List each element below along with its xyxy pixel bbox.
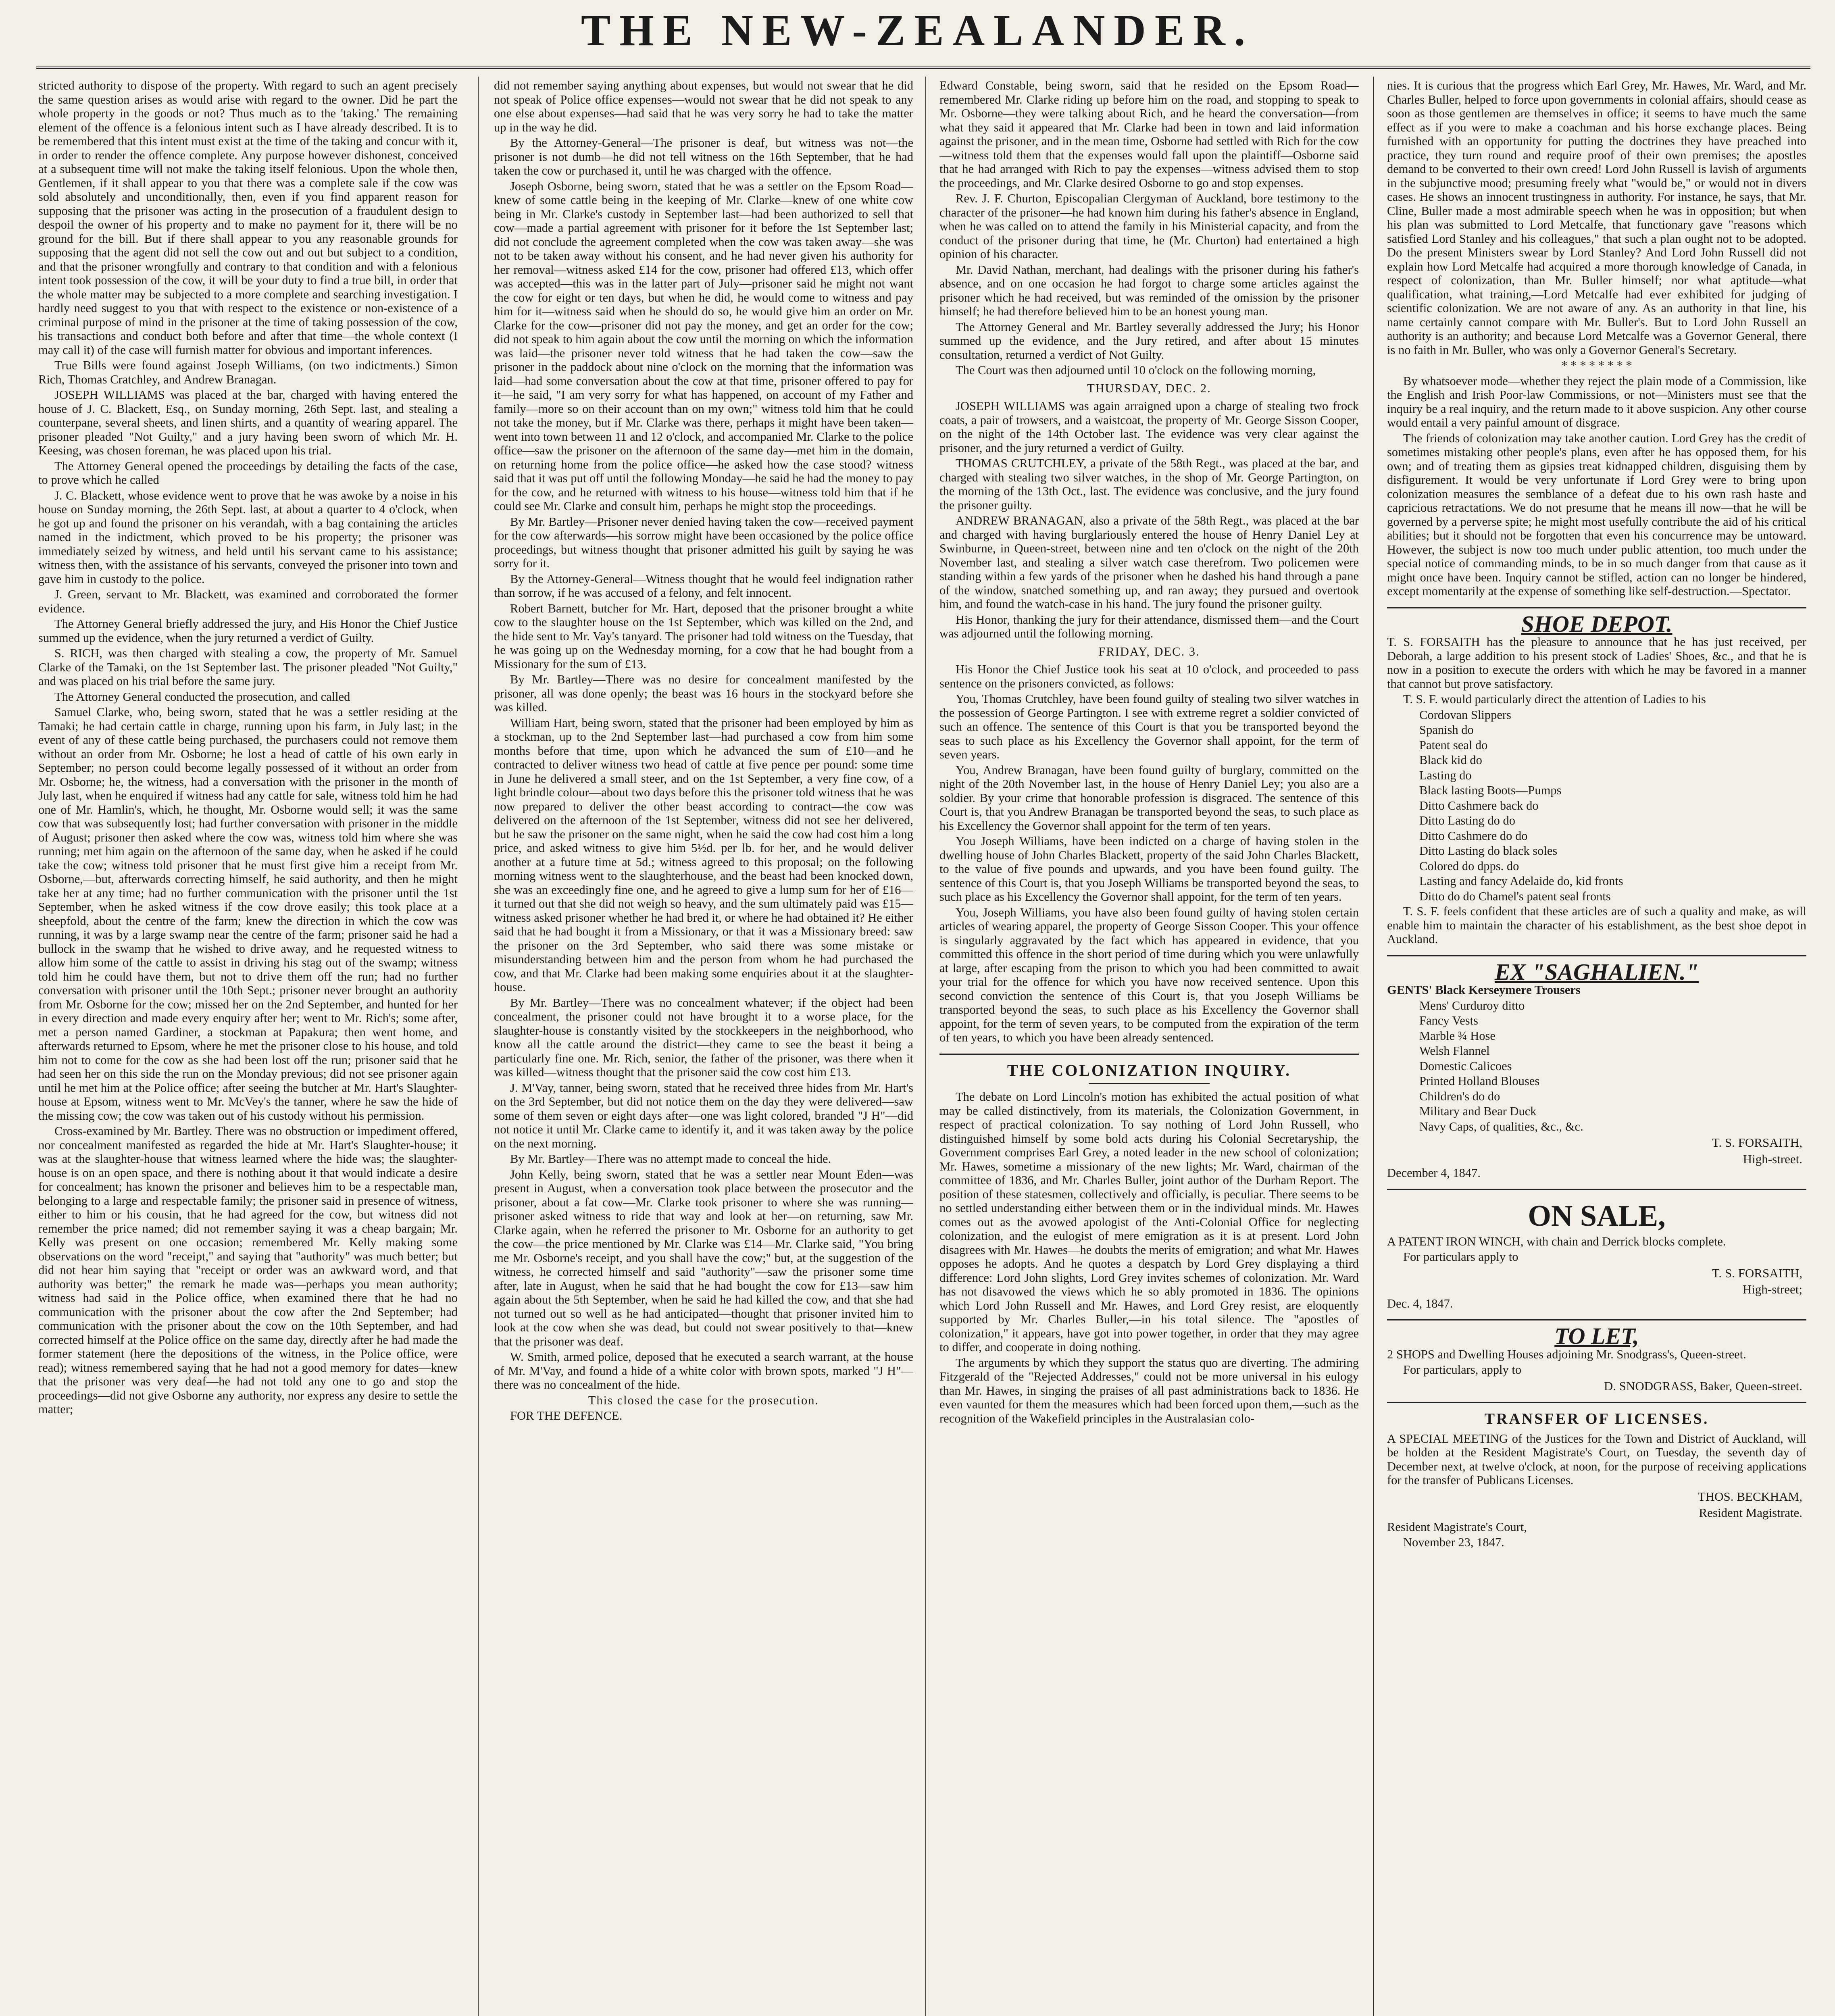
list-item: Ditto Cashmere do do [1419, 829, 1528, 843]
ad-heading-on-sale: ON SALE, [1528, 1199, 1666, 1233]
paragraph: By Mr. Bartley—There was no attempt made to conceal the hide. [510, 1152, 831, 1166]
paragraph: J. M'Vay, tanner, being sworn, stated that he received three hides from Mr. Hart's on the 3rd September, but did not notice them on the day they were delivered—saw some of them seven or eight days after—one was light colored, branded "J H"—did not notice it until Mr. Clarke came to identify it, and it was taken away by the police on the next morning. [494, 1081, 913, 1150]
ad-date: December 4, 1847. [1387, 1166, 1481, 1180]
section-subheading: This closed the case for the prosecution. [588, 1393, 819, 1407]
paragraph: John Kelly, being sworn, stated that he was a settler near Mount Eden—was present in August, when a conversation took place between the prosecutor and the prisoner, about a fat cow—Mr. Clarke took prisoner to where she was running—prisoner asked witness to ride that way and look at her—on returning, saw Mr. Clarke again, when he referred the prisoner to Mr. Osborne for an authority to get the cow—the price mentioned by Mr. Clarke was £14—Mr. Clarke said, "You bring me Mr. Osborne's receipt, and you shall have the cow;" but, at the suggestion of the witness, he corrected himself and said "authority"—saw the prisoner some time after, late in August, when he said that he had bought the cow for £13—saw him again about the 5th September, when he said he had killed the cow, and that she had not turned out so well as he had anticipated—thought that prisoner invited him to look at the cow when she was dead, but could not swear positively to that—knew that the prisoner was deaf. [494, 1167, 913, 1348]
paragraph: By whatsoever mode—whether they reject the plain mode of a Commission, like the English and Irish Poor-law Commissions, or not—Ministers must see that the inquiry be a real inquiry, and the return made to it above suspicion. Any other course would entail a very painful amount of disgrace. [1387, 374, 1806, 429]
ad-text: 2 SHOPS and Dwelling Houses adjoining Mr. Snodgrass's, Queen-street. [1387, 1347, 1746, 1361]
column-2 [494, 79, 913, 2016]
list-item: Ditto do do Chamel's patent seal fronts [1419, 889, 1611, 903]
list-item: Lasting and fancy Adelaide do, kid fronts [1419, 874, 1623, 888]
ad-text: T. S. FORSAITH has the pleasure to announce that he has just received, per Deborah, a large addition to his present stock of Ladies' Shoes, &c., and that he is now in a position to execute the orders with which he may be favored in a manner that cannot but prove satisfactory. [1387, 635, 1806, 691]
ad-heading-to-let: TO LET, [1554, 1323, 1639, 1349]
paragraph: Joseph Osborne, being sworn, stated that he was a settler on the Epsom Road—knew of some cattle being in the keeping of Mr. Clarke—knew of one white cow being in Mr. Clarke's custody in September last—had been authorized to sell that cow—made a partial agreement with prisoner for it before the 1st September last; did not conclude the agreement completed when the cow was taken away—she was not to be taken away without his consent, and he had never given his authority for her removal—witness asked £14 for the cow, prisoner had offered £13, which offer was accepted—this was in the latter part of July—prisoner said he might not want the cow for eight or ten days, but when he did, he would come to witness and pay him for it—witness said when he should do so, he would give him an order on Mr. Clarke for the cow—prisoner did not pay the money, and get an order for the cow; did not speak to him again about the cow until the morning on which the information was laid—the prisoner never told witness that he had taken the cow—saw the prisoner in the paddock about nine o'clock on the morning that the information was laid—had some conversation about the cow at that time, prisoner offered to pay for it—he said, "I am very sorry for what has happened, on account of my Father and family—more so on their account than on my own;" witness told him that he could not take the money, but if Mr. Clarke was there, perhaps it might have been taken—went into town between 11 and 12 o'clock, and accompanied Mr. Clarke to the police office—saw the prisoner on the afternoon of the same day—met him in the domain, on returning home from the police office—he asked how the case stood? witness said that it was put off until the following Monday—he said he had the money to pay for the cow, and he returned with witness to his house—witness told him that if he could see Mr. Clarke and consult him, perhaps he might stop the proceedings. [494, 179, 913, 513]
list-item: Colored do dpps. do [1419, 859, 1519, 873]
signature: D. SNODGRASS, Baker, Queen-street. [1604, 1379, 1802, 1393]
ad-heading-transfer-of-licenses: TRANSFER OF LICENSES. [1484, 1410, 1709, 1427]
paragraph: Mr. David Nathan, merchant, had dealings with the prisoner during his father's absence, and on one occasion he had forgot to charge some articles against the prisoner which he had received, but was reminded of the omission by the prisoner himself; he had therefore believed him to be an honest young man. [939, 262, 1359, 318]
paragraph: You, Joseph Williams, you have also been found guilty of having stolen certain articles of wearing apparel, the property of George Sisson Cooper. This your offence is singularly aggravated by the fact which has appeared in evidence, that you committed this offence in the short period of time during which you were unlawfully at large, after escaping from the prison to which you had been committed to await your trial for the offence for which you have now received sentence. Upon this second conviction the sentence of this Court is, that you Joseph Williams be transported beyond the seas, to such place as his Excellency the Governor shall appoint, for the term of seven years, to be computed from the expiration of the term of ten years, to which you have been already sentenced. [939, 905, 1359, 1044]
paragraph: The arguments by which they support the status quo are diverting. The admiring Fitzgerald of the "Rejected Addresses," could not be more universal in his eulogy than Mr. Hawes, in singing the praises of all past administrations back to 1836. He even vaunted for them the measures which had been forced upon them,—such as the recognition of the Wakefield principles in the Australasian colo- [939, 1356, 1359, 1425]
paragraph: J. C. Blackett, whose evidence went to prove that he was awoke by a noise in his house on Sunday morning, the 26th Sept. last, at about a quarter to 4 o'clock, when he got up and found the prisoner on his verandah, with a bag containing the articles named in the indictment, which proved to be his property; the prisoner was immediately seized by witness, and held until his servant came to his assistance; witness then, with the assistance of his servants, conveyed the prisoner into town and gave him in custody to the police. [38, 488, 458, 586]
column-divider [478, 77, 479, 2016]
ad-text: A PATENT IRON WINCH, with chain and Derrick blocks complete. [1387, 1234, 1726, 1248]
paragraph: By Mr. Bartley—There was no concealment whatever; if the object had been concealment, the prisoner could not have brought it to a worse place, for the slaughter-house is constantly visited by the stockkeepers in the neighborhood, who know all the cattle around the district—they came to see the beast it being a particularly fine one. Mr. Rich, senior, the father of the prisoner, was there when it was killed—witness thought that the prisoner said the cow cost him £13. [494, 996, 913, 1079]
list-item: Military and Bear Duck [1419, 1104, 1537, 1118]
list-item: Spanish do [1419, 723, 1474, 737]
paragraph: THOMAS CRUTCHLEY, a private of the 58th Regt., was placed at the bar, and charged with stealing two silver watches, in the shop of Mr. George Partington, on the morning of the 13th Oct., last. The evidence was conclusive, and the jury found the prisoner guilty. [939, 456, 1359, 512]
section-heading: THE COLONIZATION INQUIRY. [1007, 1061, 1291, 1079]
section-rule [939, 1054, 1359, 1055]
paragraph: True Bills were found against Joseph Williams, (on two indictments.) Simon Rich, Thomas Cratchley, and Andrew Branagan. [38, 358, 458, 386]
section-rule [1387, 1319, 1806, 1320]
ad-text: For particulars apply to [1403, 1250, 1518, 1264]
paragraph: Edward Constable, being sworn, said that he resided on the Epsom Road—remembered Mr. Clarke riding up before him on the road, and stopping to speak to Mr. Osborne—they were talking about Rich, and he heard the conversation—from what they said it appeared that Mr. Clarke had been in town and laid information against the prisoner, and in the mean time, Osborne had settled with Rich for the cow—witness told them that the expenses would fall upon the plaintiff—Osborne said that he had arranged with Rich to pay the expenses—witness advised them to stop the proceedings, and Mr. Clarke desired Osborne to go and stop expenses. [939, 79, 1359, 190]
ad-text: T. S. F. feels confident that these articles are of such a quality and make, as will enable him to maintain the character of his establishment, as the best shoe depot in Auckland. [1387, 904, 1806, 946]
list-item: Marble ¾ Hose [1419, 1029, 1495, 1043]
paragraph: William Hart, being sworn, stated that the prisoner had been employed by him as a stockman, up to the 2nd September last—had purchased a cow from him some months before that time, upon which he advanced the sum of £10—and he contracted to deliver witness two head of cattle at five pence per pound: some time in June he delivered a small steer, and on the 1st September, a very fine cow, of a light brindle colour—about two days before this the prisoner told witness that he was now prepared to deliver the other beast according to contract—the cow was delivered on the afternoon of the 1st September, witness did not see her delivered, but he saw the prisoner on the same night, when he said the cow had cost him a long price, and asked witness to give him 5½d. per lb. for her, and he would deliver another at a future time at 5d.; witness agreed to this proposal; on the following morning witness went to the slaughterhouse, and the beast had been knocked down, she was an exceedingly fine one, and he agreed to give a lump sum for her of £16—it turned out that she did not weigh so heavy, and the sum ultimately paid was £15—witness asked prisoner whether he had bred it, or where he had obtained it? He either said that he had bought it from a Missionary, or that it was a Missionary breed: saw the prisoner on the 3rd September, who said there was some mistake or misunderstanding between him and the person from whom he had purchased the cow, and that Mr. Clarke had been making some enquiries about it at the slaughter-house. [494, 716, 913, 994]
newspaper-title: THE NEW-ZEALANDER. [581, 6, 1254, 55]
signature: High-street; [1742, 1282, 1802, 1296]
signature: Resident Magistrate. [1699, 1506, 1802, 1520]
ad-heading-saghalien: EX "SAGHALIEN." [1495, 958, 1699, 985]
list-item: Ditto Cashmere back do [1419, 798, 1539, 812]
paragraph: His Honor, thanking the jury for their attendance, dismissed them—and the Court was adjourned until the following morning. [939, 612, 1359, 640]
paragraph: By Mr. Bartley—There was no desire for concealment manifested by the prisoner, all was done openly; the beast was 16 hours in the stockyard before she was killed. [494, 673, 913, 714]
column-4 [1387, 79, 1806, 2016]
list-item: Domestic Calicoes [1419, 1059, 1512, 1073]
paragraph: By the Attorney-General—The prisoner is deaf, but witness was not—the prisoner is not dumb—he did not tell witness on the 16th September, that he had taken the cow or purchased it, until he was charged with the offence. [494, 136, 913, 177]
asterism: * * * * * * * * [1561, 358, 1632, 372]
ad-date: November 23, 1847. [1403, 1535, 1504, 1549]
paragraph: ANDREW BRANAGAN, also a private of the 58th Regt., was placed at the bar and charged with having burglariously entered the house of Henry Daniel Ley at Swinburne, in Queen-street, between nine and ten o'clock on the night of the 20th November last, and stealing a silver watch case therefrom. Two policemen were standing within a few yards of the prisoner when he dashed his hand through a pane of the window, snatched something up, and ran away; they pursued and overtook him, and found the watch-case in his hand. The jury found the prisoner guilty. [939, 514, 1359, 611]
list-item: Children's do do [1419, 1089, 1500, 1103]
section-rule [1387, 607, 1806, 608]
paragraph: Robert Barnett, butcher for Mr. Hart, deposed that the prisoner brought a white cow to the slaughter house on the 1st September, which was killed on the 2nd, and the hide sent to Mr. Vay's tanyard. The prisoner had told witness on the Tuesday, that he was going up on the Wednesday morning, for a cow that he had bought from a Missionary for the sum of £13. [494, 601, 913, 671]
section-rule [1387, 1402, 1806, 1403]
paragraph: You Joseph Williams, have been indicted on a charge of having stolen in the dwelling house of John Charles Blackett, property of the said John Charles Blackett, to the value of five pounds and upwards, and you have been found guilty. The sentence of this Court is, that you Joseph Williams be transported beyond the seas, to such place as his Excellency the Governor shall appoint, for the term of ten years. [939, 834, 1359, 904]
paragraph: did not remember saying anything about expenses, but would not swear that he did not speak of Police office expenses—would not swear that he did not speak to any one else about expenses—had said that he was very sorry he had to take the matter up in the way he did. [494, 79, 913, 134]
ad-date: Dec. 4, 1847. [1387, 1296, 1453, 1310]
paragraph: J. Green, servant to Mr. Blackett, was examined and corroborated the former evidence. [38, 587, 458, 615]
paragraph: The Attorney General and Mr. Bartley severally addressed the Jury; his Honor summed up the evidence, and the Jury retired, and after about 15 minutes consultation, returned a verdict of Not Guilty. [939, 320, 1359, 362]
paragraph: Samuel Clarke, who, being sworn, stated that he was a settler residing at the Tamaki; he had certain cattle in charge, running upon his farm, in July last; in the event of any of these cattle being purchased, the purchasers could not remove them without an order from Mr. Osborne; he lost a head of cattle of his own early in September; no person could become legally possessed of it without an order from Mr. Osborne; he, the witness, had a conversation with the prisoner in the month of July last, when he enquired if witness had any cattle for sale, witness told him he had one of Mr. Hamlin's, which, he thought, Mr. Osborne would sell; it was the same cow that was subsequently lost; had further conversation with prisoner in the middle of August; prisoner then asked where the cow was, witness told him where she was running; met him again on the afternoon of the same day, when he asked if he could take the cow; witness told prisoner that he must first give him a receipt from Mr. Osborne,—but, afterwards correcting himself, he said authority, and then he might take her at any time; had no further communication with the prisoner until the 1st September, when he asked witness if the cow drove easily; this took place at a sheepfold, about the centre of the farm; knew the direction in which the cow was running, it was by a large swamp near the centre of the farm; prisoner said he had a bullock in the swamp that he wished to drive away, and he requested witness to allow him some of the cattle to assist in driving his stag out of the swamp; witness told him he could have them, but not to drive them off the run; had no further conversation with prisoner until the 10th Sept.; prisoner never brought an authority from Mr. Osborne for the cow; missed her on the 2nd September, and hunted for her in every direction and made every enquiry after her; went to Mr. Rich's; some after, met a person named Gardiner, a stockman at Papakura; then went home, and afterwards returned to Epsom, where he met the prisoner close to his house, and told him not to come for the cow as she had been lost off the run; prisoner said that he had seen her on this side the run on the Monday previous; did not see prisoner again until he met him at the Police office; after seeing the butcher at Mr. Hart's Slaughter-house at Epsom, witness went to Mr. McVey's the tanner, where he saw the hide of the missing cow; the cow was taken out of his custody without his permission. [38, 705, 458, 1123]
signature: THOS. BECKHAM, [1698, 1489, 1802, 1504]
list-item: Fancy Vests [1419, 1014, 1479, 1027]
section-rule [1387, 955, 1806, 956]
signature: T. S. FORSAITH, [1712, 1266, 1802, 1280]
column-1 [38, 79, 458, 2016]
paragraph: FOR THE DEFENCE. [510, 1409, 623, 1422]
paragraph: JOSEPH WILLIAMS was again arraigned upon a charge of stealing two frock coats, a pair of trowsers, and a waistcoat, the property of Mr. George Sisson Cooper, on the night of the 14th October last. The evidence was very clear against the prisoner, and the jury returned a verdict of Guilty. [939, 399, 1359, 455]
signature: High-street. [1743, 1152, 1802, 1166]
ad-text: GENTS' Black Kerseymere Trousers [1387, 983, 1581, 997]
paragraph: stricted authority to dispose of the property. With regard to such an agent precisely the same question arises as would arise with regard to the owner. Did he part the whole property in the goods or not? Thus much as to the 'taking.' The remaining element of the offence is a felonious intent such as I have already described. It is to be remembered that this intent must exist at the time of the taking and concur with it, in order to render the offence complete. Any purpose however dishonest, conceived at a subsequent time will not make the taking itself felonious. Upon the whole then, Gentlemen, if it shall appear to you that there was a complete sale if the cow was sold absolutely and unconditionally, then, even if you find apparent reason for supposing that the prisoner was acting in the prosecution of a fraudulent design to despoil the owner of his property and to make no payment for it, there will be no ground for the bill. But if there shall appear to you any reasonable grounds for supposing that the agent did not sell the cow out and out but subject to a condition, and that the prisoner wrongfully and contrary to that condition and with a felonious intent took possession of the cow, it will be your duty to find a true bill, in order that the whole matter may be subjected to a more complete and searching investigation. I hardly need suggest to you that with respect to the existence or non-existence of a criminal purpose of mind in the prisoner at the time of taking possession of the cow, his transactions and conduct both before and after that time—the whole context (I may call it) of the case will furnish matter for obvious and important inferences. [38, 79, 458, 357]
paragraph: By Mr. Bartley—Prisoner never denied having taken the cow—received payment for the cow afterwards—his sorrow might have been occasioned by the police office proceedings, but witness thought that prisoner admitted his guilt by saying he was sorry for it. [494, 514, 913, 570]
column-divider [925, 77, 926, 2016]
paragraph: The Court was then adjourned until 10 o'clock on the following morning, [956, 363, 1316, 377]
masthead [0, 0, 1835, 60]
list-item: Cordovan Slippers [1419, 708, 1511, 722]
section-rule [1387, 1189, 1806, 1190]
dateline: THURSDAY, DEC. 2. [1087, 381, 1211, 395]
ad-place: Resident Magistrate's Court, [1387, 1520, 1527, 1534]
list-item: Lasting do [1419, 768, 1472, 782]
paragraph: JOSEPH WILLIAMS was placed at the bar, charged with having entered the house of J. C. Blackett, Esq., on Sunday morning, 26th Sept. last, and stealing a counterpane, several sheets, and linen shirts, and a quantity of wearing apparel. The prisoner pleaded "Not Guilty," and a jury having been sworn of which Mr. H. Keesing, was chosen foreman, he was placed upon his trial. [38, 388, 458, 457]
paragraph: The debate on Lord Lincoln's motion has exhibited the actual position of what may be called distinctively, from its materials, the Colonization Government, in respect of practical colonization. To say nothing of Lord John Russell, who distinguished himself by some bold acts during his Colonial Secretaryship, the Government comprises Earl Grey, a noted leader in the new school of colonization; Mr. Hawes, sometime a missionary of the new lights; Mr. Ward, chairman of the committee of 1836, and Mr. Charles Buller, joint author of the Durham Report. The position of these statesmen, collectively and officially, is peculiar. There seems to be no settled understanding either between them or in the individual minds. Mr. Hawes comes out as the avowed apologist of the Anti-Colonial Office for neglecting colonization, and the eulogist of mere emigration as it is at present. Lord John disagrees with Mr. Hawes—he doubts the merits of emigration; and what Mr. Hawes opposes he adopts. And he quotes a despatch by Lord Grey displaying a third difference: Lord John slights, Lord Grey invites schemes of colonization. Mr. Ward has not disavowed the views which he so ably promoted in 1836. The opinions which Lord John Russell and Mr. Hawes, and Lord Grey resist, are eloquently supported by Mr. Charles Buller,—in his total silence. The "apostles of colonization," it appears, have got into power together, in order that they may agree to differ, and cooperate in doing nothing. [939, 1090, 1359, 1354]
list-item: Ditto Lasting do do [1419, 814, 1516, 827]
paragraph: Cross-examined by Mr. Bartley. There was no obstruction or impediment offered, nor concealment manifested as regarded the hide at Mr. Hart's Slaughter-house; it was at the slaughter-house that witness learned where the hide was; the slaughter-house is on an open space, and there is nothing about it that would indicate a desire for concealment; has known the prisoner and believes him to be a respectable man, belonging to a large and respectable family; the prisoner said in presence of witness, either to him or his cousin, that he had agreed for the cow, but witness did not remember the price named; did not remember saying it was a cheap bargain; Mr. Kelly was present on one occasion; remembered Mr. Kelly making some observations on the word "receipt," and saying that "authority" was much better; but did not hear him saying that "receipt or order was an awkward word, and that authority was better;" the remark he made was—perhaps you mean authority; witness had said in the Police office, when examined there that he had no communication with the prisoner about the cow after the 2nd September; had communication with the prisoner about the cow on the 10th September, and had corrected himself at the Police office on the same day, directly after he had made the former statement (here the depositions of the witness, in the Police office, were read); witness remembered saying that he had not a good memory for dates—knew that the prisoner was very deaf—he had not told any one to go and stop the proceedings—did not give Osborne any authority, nor express any desire to settle the matter; [38, 1124, 458, 1416]
paragraph: S. RICH, was then charged with stealing a cow, the property of Mr. Samuel Clarke of the Tamaki, on the 1st September last. The prisoner pleaded "Not Guilty," and was placed on his trial before the same jury. [38, 646, 458, 688]
ad-heading-shoe-depot: SHOE DEPOT. [1521, 610, 1673, 637]
paragraph: Rev. J. F. Churton, Episcopalian Clergyman of Auckland, bore testimony to the character of the prisoner—he had known him during his father's absence in England, when he was called on to attend the family in his Ministerial capacity, and from the conduct of the prisoner during that time, he (Mr. Churton) had entertained a high opinion of his character. [939, 192, 1359, 261]
paragraph: You, Andrew Branagan, have been found guilty of burglary, committed on the night of the 20th November last, in the house of Henry Daniel Ley; you also are a soldier. By your crime that honorable profession is disgraced. The sentence of this Court is, that you Andrew Branagan be transported beyond the seas, to such place as his Excellency the Governor shall appoint for the term of ten years. [939, 763, 1359, 833]
paragraph: His Honor the Chief Justice took his seat at 10 o'clock, and proceeded to pass sentence on the prisoners convicted, as follows: [939, 662, 1359, 690]
paragraph: The friends of colonization may take another caution. Lord Grey has the credit of sometimes mistaking other people's plans, even after he has opposed them, for his own; and of treating them as gipsies treat kidnapped children, disguising them by disfigurement. It would be very unfortunate if Lord Grey were to bring upon colonization measures the semblance of a defeat due to his own rash haste and capricious retractations. We do not presume that he means ill now—that he will be governed by a perverse spite; he might most usefully contribute the aid of his critical abilities; but it should not be forgotten that even his concurrence may be untoward. However, the subject is now too much under public attention, too much under the special notice of commanding minds, to be in so much danger from that cause as it might once have been. Inquiry cannot be stifled, action can no longer be hindered, except momentarily at the expense of something like self-destruction.—Spectator. [1387, 431, 1806, 598]
paragraph: The Attorney General briefly addressed the jury, and His Honor the Chief Justice summed up the evidence, when the jury returned a verdict of Guilty. [38, 617, 458, 645]
list-item: Black kid do [1419, 753, 1482, 767]
dateline: FRIDAY, DEC. 3. [1098, 644, 1200, 658]
ad-text: T. S. F. would particularly direct the attention of Ladies to his [1403, 692, 1706, 706]
list-item: Navy Caps, of qualities, &c., &c. [1419, 1119, 1583, 1133]
list-item: Printed Holland Blouses [1419, 1074, 1540, 1088]
paragraph: You, Thomas Crutchley, have been found guilty of stealing two silver watches in the possession of George Partington. I see with extreme regret a soldier convicted of such an offence. The sentence of this Court is that you be transported beyond the seas to such place as his Excellency the Governor shall appoint, for the term of seven years. [939, 692, 1359, 761]
column-divider [1373, 77, 1374, 2016]
paragraph: W. Smith, armed police, deposed that he executed a search warrant, at the house of Mr. M'Vay, and found a hide of a white color with brown spots, marked "J H"—there was no concealment of the hide. [494, 1350, 913, 1391]
signature: T. S. FORSAITH, [1712, 1135, 1802, 1150]
list-item: Welsh Flannel [1419, 1044, 1490, 1058]
list-item: Mens' Curduroy ditto [1419, 998, 1525, 1012]
paragraph: By the Attorney-General—Witness thought that he would feel indignation rather than sorrow, if he was accused of a felony, and felt innocent. [494, 572, 913, 600]
list-item: Patent seal do [1419, 738, 1488, 752]
list-item: Black lasting Boots—Pumps [1419, 783, 1562, 797]
column-3 [939, 79, 1359, 2016]
paragraph: nies. It is curious that the progress which Earl Grey, Mr. Hawes, Mr. Ward, and Mr. Charles Buller, helped to force upon governments in colonial affairs, should cease as soon as those gentlemen are themselves in office; it seems to have much the same effect as if you were to make a coachman and his horse exchange places. Being furnished with an opportunity for putting the doctrines they have preached into practice, they turn round and require proof of their own premises; the apostles demand to be converted to their own creed! Lord John Russell is lavish of arguments in the subjunctive mood; presuming freely what "would be," or would not in divers cases. He shows an innocent trustingness in authority. For instance, he says, that Mr. Cline, Buller made a most admirable speech when he was in opposition; but when his plan was submitted to Lord Metcalfe, that functionary gave "reasons which satisfied Lord Stanley and his colleagues," that such a plan ought not to be adopted. Do the present Ministers swear by Lord Stanley? And Lord John Russell did not explain how Lord Metcalfe had acquired a more thorough knowledge of Canada, in respect of colonization, than Mr. Buller himself; nor what aptitude—what qualification, what training,—Lord Metcalfe had ever exhibited for judging of scientific colonization. We are not aware of any. As an authority in that line, his name certainly cannot compare with Mr. Buller's. But to Lord John Russell an authority is an authority; and because Lord Metcalfe was a Governor General, there is no faith in Mr. Buller, who was only a Governor General's Secretary. [1387, 79, 1806, 357]
masthead-rule [36, 67, 1810, 69]
ad-text: For particulars, apply to [1403, 1363, 1522, 1377]
ad-text: A SPECIAL MEETING of the Justices for the Town and District of Auckland, will be holden at the Resident Magistrate's Court, on Tuesday, the seventh day of December next, at twelve o'clock, at noon, for the purpose of receiving applications for the transfer of Publicans Licenses. [1387, 1431, 1806, 1487]
list-item: Ditto Lasting do black soles [1419, 844, 1558, 858]
paragraph: The Attorney General opened the proceedings by detailing the facts of the case, to prove which he called [38, 459, 458, 487]
heading-rule [1089, 1083, 1210, 1084]
paragraph: The Attorney General conducted the prosecution, and called [54, 689, 350, 704]
